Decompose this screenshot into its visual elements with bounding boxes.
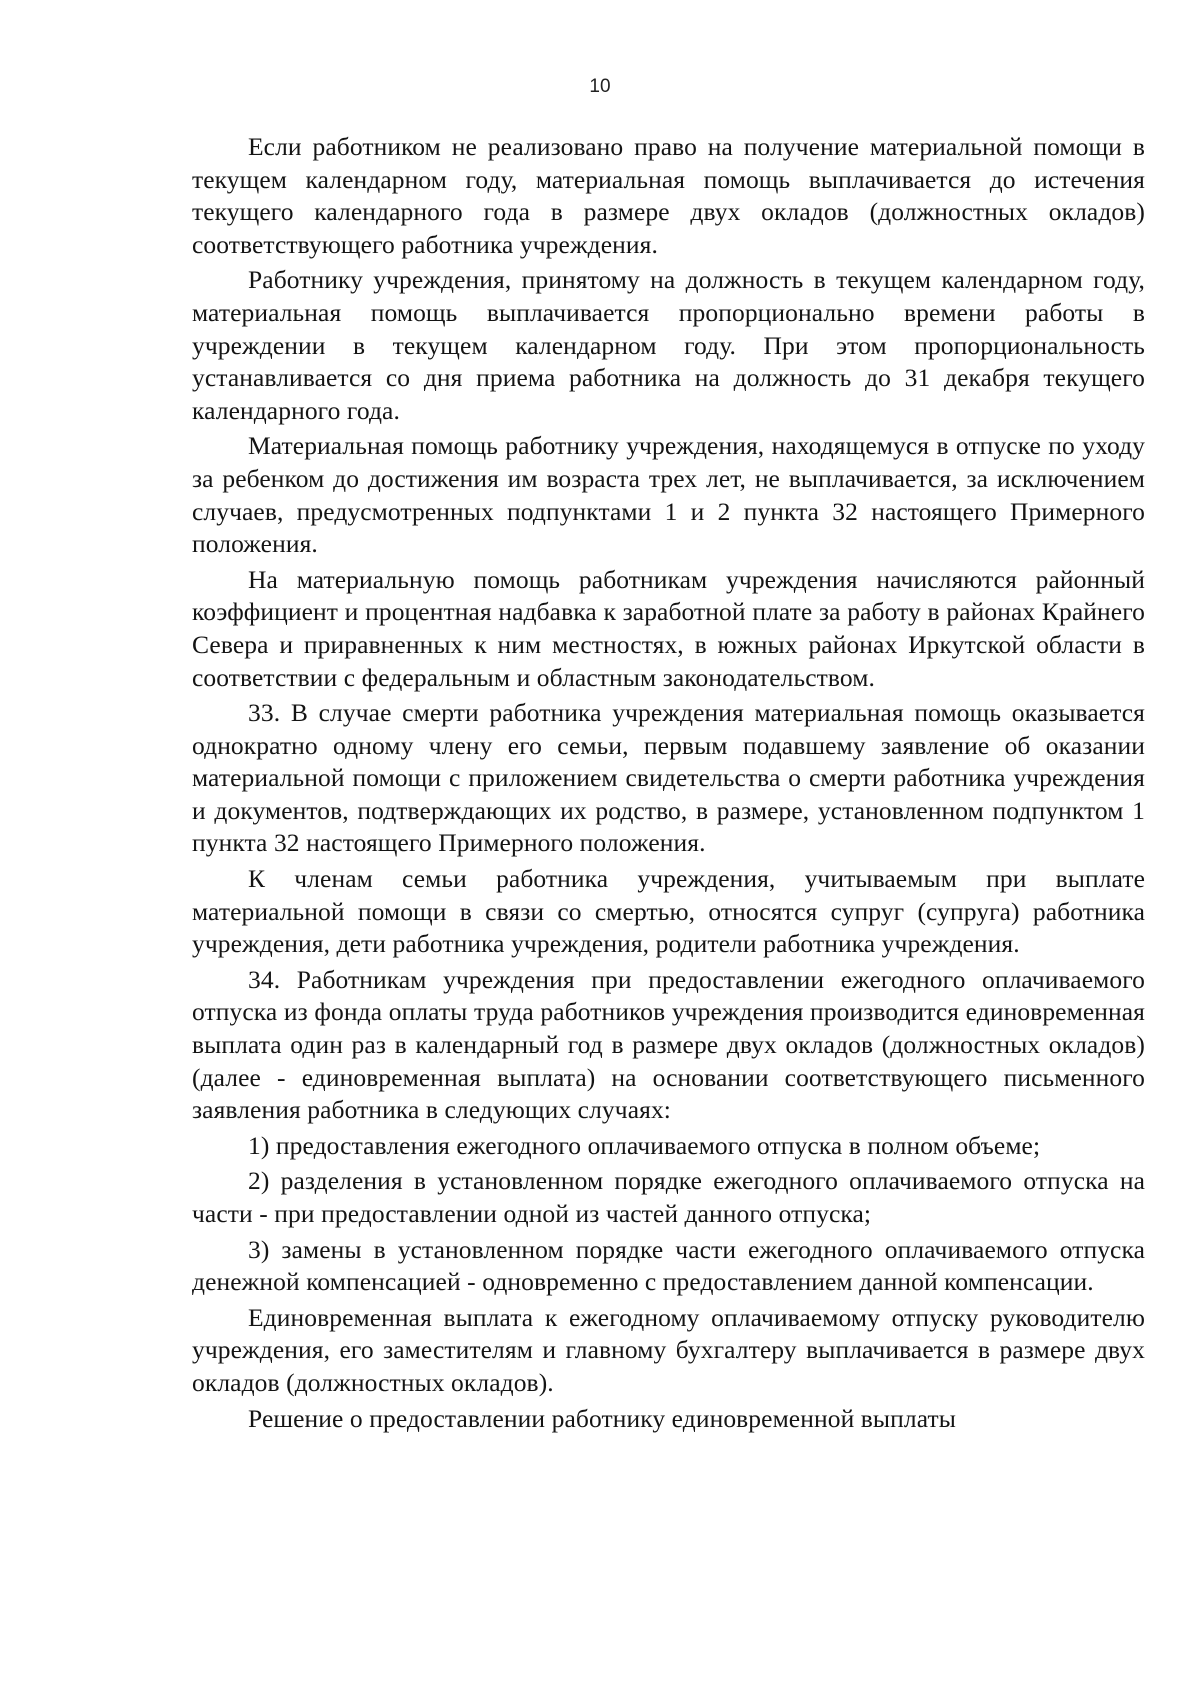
paragraph-new-employee-aid: Работнику учреждения, принятому на должность в текущем календарном году, материальная помощь выплачивается пропорционально времени работы в учреждении в текущем календарном году. При этом пропорциональность устанавливается со дня приема работника на должность до 31 декабря текущего календарного года. <box>192 265 1145 425</box>
paragraph-clause-34: 34. Работникам учреждения при предоставлении ежегодного оплачиваемого отпуска из фонда оплаты труда работников учреждения производится единовременная выплата один раз в календарный год в размере двух окладов (должностных окладов) (далее - единовременная выплата) на основании соответствующего письменного заявления работника в следующих случаях: <box>192 964 1145 1125</box>
paragraph-regional-coefficient: На материальную помощь работникам учреждения начисляются районный коэффициент и процентная надбавка к заработной плате за работу в районах Крайнего Севера и приравненных к ним местностях, в южных районах Иркутской области в соответствии с федеральным и областным законодательством. <box>192 564 1145 692</box>
list-item-1: 1) предоставления ежегодного оплачиваемого отпуска в полном объеме; <box>248 1130 1041 1160</box>
list-item-3: 3) замены в установленном порядке части ежегодного оплачиваемого отпуска денежной компенсацией - одновременно с предоставлением данной компенсации. <box>192 1234 1145 1297</box>
paragraph-clause-33: 33. В случае смерти работника учреждения материальная помощь оказывается однократно одному члену его семьи, первым подавшему заявление об оказании материальной помощи с приложением свидетельства о смерти работника учреждения и документов, подтверждающих их родство, в размере, установленном подпунктом 1 пункта 32 настоящего Примерного положения. <box>192 698 1145 858</box>
paragraph-parental-leave-aid: Материальная помощь работнику учреждения, находящемуся в отпуске по уходу за ребенком до достижения им возраста трех лет, не выплачивается, за исключением случаев, предусмотренных подпунктами 1 и 2 пункта 32 настоящего Примерного положения. <box>192 431 1145 559</box>
paragraph-unrealized-aid: Если работником не реализовано право на получение материальной помощи в текущем календарном году, материальная помощь выплачивается до истечения текущего календарного года в размере двух окладов (должностных окладов) соответствующего работника учреждения. <box>192 132 1145 259</box>
paragraph-decision: Решение о предоставлении работнику единовременной выплаты <box>248 1403 956 1433</box>
paragraph-family-members: К членам семьи работника учреждения, учитываемым при выплате материальной помощи в связи со смертью, относятся супруг (супруга) работника учреждения, дети работника учреждения, родители работника учреждения. <box>192 864 1145 959</box>
list-item-2: 2) разделения в установленном порядке ежегодного оплачиваемого отпуска на части - при предоставлении одной из частей данного отпуска; <box>192 1166 1145 1228</box>
paragraph-management-payment: Единовременная выплата к ежегодному оплачиваемому отпуску руководителю учреждения, его заместителям и главному бухгалтеру выплачивается в размере двух окладов (должностных окладов). <box>192 1302 1145 1397</box>
page-number: 10 <box>589 76 611 97</box>
document-body <box>192 131 1145 1435</box>
